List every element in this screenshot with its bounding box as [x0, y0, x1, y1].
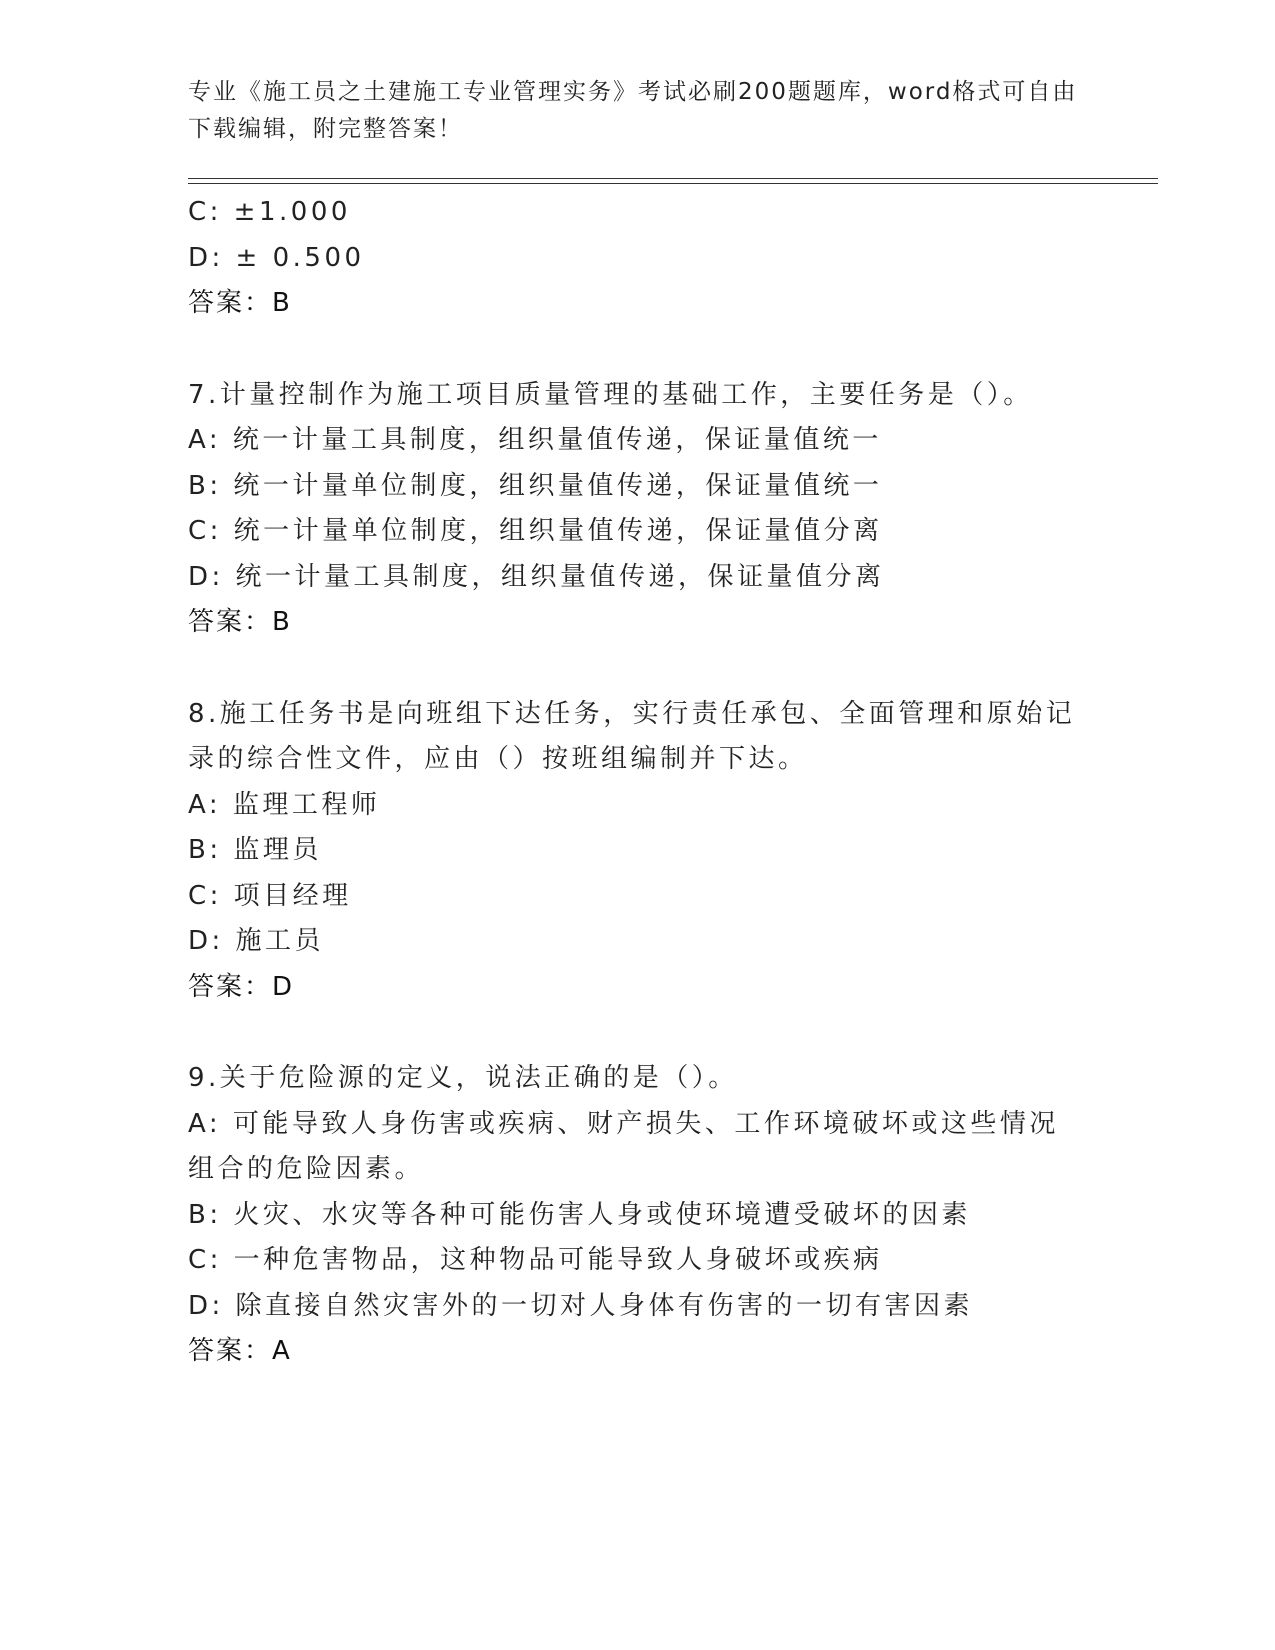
option-d: D: 统一计量工具制度，组织量值传递，保证量值分离: [188, 561, 885, 592]
option-b: B: 监理员: [188, 835, 322, 865]
spacer: [188, 327, 1088, 373]
option-b: B: 火灾、水灾等各种可能伤害人身或使环境遭受破坏的因素: [188, 1199, 971, 1230]
answer: 答案：A: [188, 1336, 292, 1366]
question-stem: 9.关于危险源的定义，说法正确的是（）。: [188, 1063, 738, 1093]
question-6-tail: [188, 190, 1088, 327]
question-7: [188, 373, 1088, 646]
option-d: D: ± 0.500: [188, 242, 365, 273]
option-a: A: 监理工程师: [188, 789, 381, 820]
spacer: [188, 646, 1088, 692]
option-c: C: ±1.000: [188, 197, 351, 227]
answer: 答案：B: [188, 288, 292, 318]
option-d: D: 除直接自然灾害外的一切对人身体有伤害的一切有害因素: [188, 1290, 974, 1321]
option-a: A: 可能导致人身伤害或疾病、财产损失、工作环境破坏或这些情况组合的危险因素。: [188, 1108, 1059, 1184]
option-a: A: 统一计量工具制度，组织量值传递，保证量值统一: [188, 425, 882, 455]
question-stem: 7.计量控制作为施工项目质量管理的基础工作，主要任务是（）。: [188, 379, 1033, 410]
answer: 答案：B: [188, 607, 292, 637]
answer: 答案：D: [188, 971, 295, 1002]
option-d: D: 施工员: [188, 926, 325, 956]
option-b: B: 统一计量单位制度，组织量值传递，保证量值统一: [188, 470, 883, 501]
question-content: [188, 190, 1088, 1375]
question-9: [188, 1056, 1088, 1375]
header-divider: [188, 178, 1158, 184]
option-c: C: 统一计量单位制度，组织量值传递，保证量值分离: [188, 516, 883, 546]
document-header: 专业《施工员之土建施工专业管理实务》考试必刷200题题库，word格式可自由下载编辑，附完整答案！: [188, 79, 1078, 142]
question-8: [188, 692, 1088, 1011]
option-c: C: 一种危害物品，这种物品可能导致人身破坏或疾病: [188, 1245, 883, 1275]
question-stem: 8.施工任务书是向班组下达任务，实行责任承包、全面管理和原始记录的综合性文件，应由（）按班组编制并下达。: [188, 698, 1076, 774]
option-c: C: 项目经理: [188, 880, 352, 911]
spacer: [188, 1010, 1088, 1056]
